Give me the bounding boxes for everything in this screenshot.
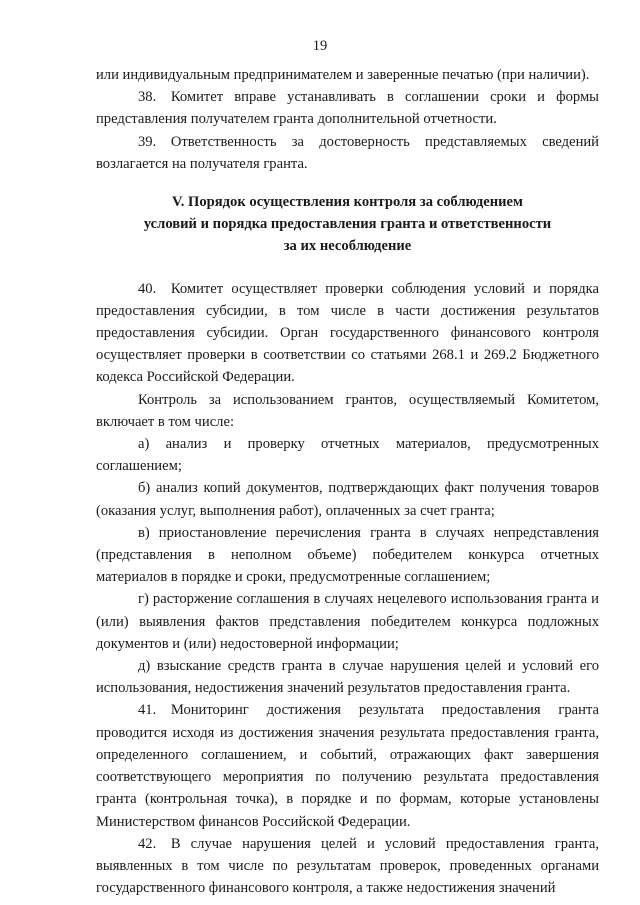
paragraph-39: 39. Ответственность за достоверность представляемых сведений возлагается на получателя гранта.	[96, 133, 599, 172]
list-item-v: в) приостановление перечисления гранта в случаях непредставления (представления в неполном объеме) победителем конкурса отчетных материалов в порядке и сроки, предусмотренные соглашением;	[96, 524, 599, 586]
paragraph-42: 42. В случае нарушения целей и условий предоставления гранта, выявленных в том числе по результатам проверок, проведенных органами государственного финансового контроля, а также недостижения значений	[96, 835, 599, 897]
page-number: 19	[312, 38, 328, 54]
section-heading-line-3: за их несоблюдение	[283, 238, 412, 255]
paragraph-41: 41. Мониторинг достижения результата предоставления гранта проводится исходя из достижения значения результата предоставления гранта, определенного соглашением, и событий, отражающих факт завершения соответствующего мероприятия по получению результата предоставления гранта (контрольная точка), в порядке и по формам, которые установлены Министерством финансов Российской Федерации.	[96, 702, 599, 830]
list-item-a: а) анализ и проверку отчетных материалов, предусмотренных соглашением;	[96, 436, 599, 475]
section-heading	[96, 191, 599, 258]
document-body	[96, 64, 599, 899]
paragraph-38: 38. Комитет вправе устанавливать в соглашении сроки и формы представления получателем гранта дополнительной отчетности.	[96, 89, 599, 128]
paragraph-control-intro: Контроль за использованием грантов, осуществляемый Комитетом, включает в том числе:	[96, 391, 599, 430]
paragraph-continuation: или индивидуальным предпринимателем и заверенные печатью (при наличии).	[96, 67, 590, 83]
paragraph-40: 40. Комитет осуществляет проверки соблюдения условий и порядка предоставления субсидии, в том числе в части достижения результатов предоставления субсидии. Орган государственного финансового контроля осуществляет проверки в соответствии со статьями 268.1 и 269.2 Бюджетного кодекса Российской Федерации.	[96, 280, 599, 386]
list-item-g: г) расторжение соглашения в случаях нецелевого использования гранта и (или) выявления фактов представления победителем конкурса подложных документов и (или) недостоверной информации;	[96, 591, 599, 652]
section-heading-line-2: условий и порядка предоставления гранта и ответственности	[143, 216, 552, 233]
list-item-b: б) анализ копий документов, подтверждающих факт получения товаров (оказания услуг, выполнения работ), оплаченных за счет гранта;	[96, 480, 599, 519]
list-item-d: д) взыскание средств гранта в случае нарушения целей и условий его использования, недостижения значений результатов предоставления гранта.	[96, 658, 599, 697]
section-heading-line-1: V. Порядок осуществления контроля за соблюдением	[172, 194, 523, 211]
